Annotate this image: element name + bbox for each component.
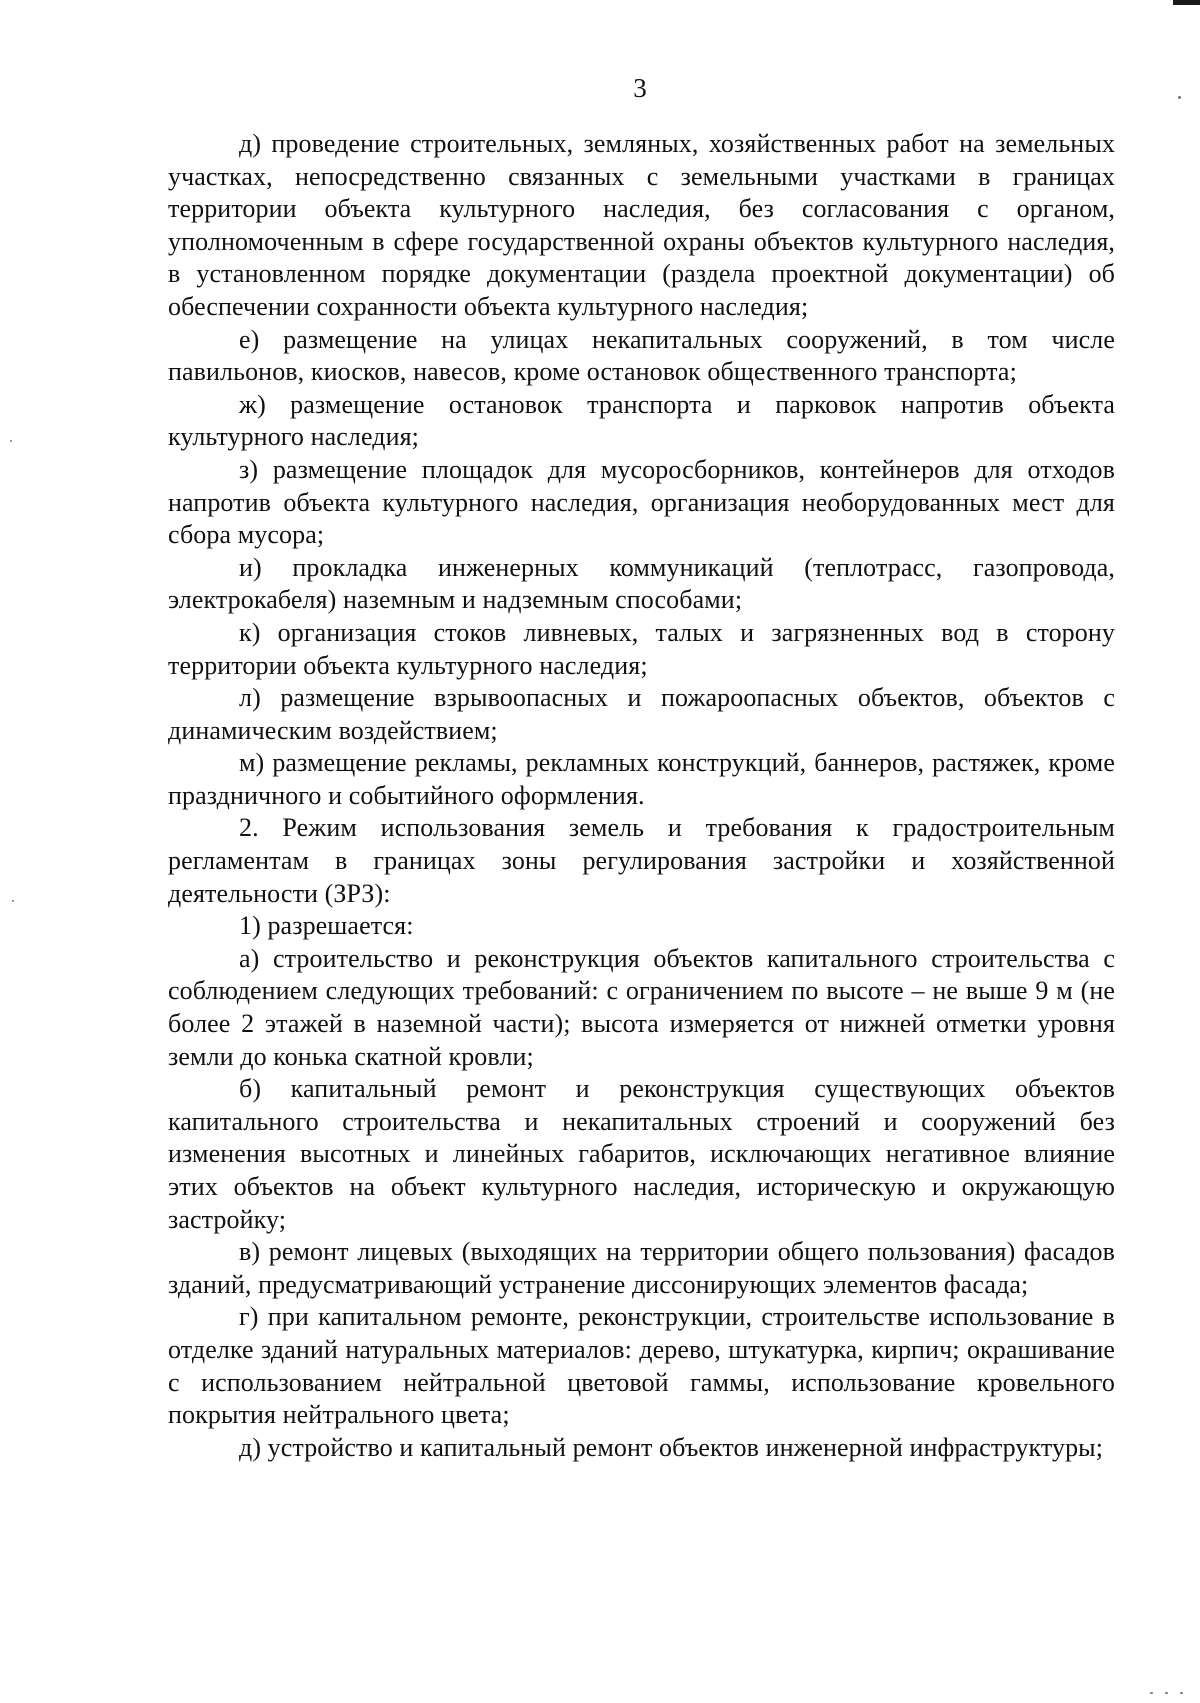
paragraph-item-z-waste-sites: з) размещение площадок для мусоросборников, контейнеров для отходов напротив объекта культурного наследия, организация необорудованных мест для сбора мусора;	[168, 454, 1115, 550]
document-body	[168, 128, 1115, 1464]
scan-speck	[1178, 96, 1181, 99]
scan-speck	[12, 900, 14, 902]
paragraph-item-l-hazardous-objects: л) размещение взрывоопасных и пожароопасных объектов, объектов с динамическим воздействием;	[168, 683, 1115, 745]
paragraph-item-k-water-runoff: к) организация стоков ливневых, талых и загрязненных вод в сторону территории объекта культурного наследия;	[168, 617, 1115, 680]
paragraph-item-i-utility-lines: и) прокладка инженерных коммуникаций (теплотрасс, газопровода, электрокабеля) наземным и надземным способами;	[168, 552, 1115, 615]
paragraph-subsection-1-allowed: 1) разрешается:	[239, 911, 414, 941]
scan-speck	[1165, 1692, 1168, 1694]
page-number: 3	[633, 73, 647, 103]
scan-edge-mark	[1173, 0, 1200, 5]
paragraph-item-g-natural-materials: г) при капитальном ремонте, реконструкции, строительстве использование в отделке зданий натуральных материалов: дерево, штукатурка, кирпич; окрашивание с использованием нейтральной цветовой гаммы, использование кровельного покрытия нейтрального цвета;	[168, 1302, 1115, 1430]
paragraph-item-e-temporary-structures: е) размещение на улицах некапитальных сооружений, в том числе павильонов, киосков, навесов, кроме остановок общественного транспорта;	[168, 324, 1115, 387]
scan-speck	[1150, 1692, 1153, 1694]
paragraph-section-2-zrz-regime: 2. Режим использования земель и требования к градостроительным регламентам в границах зоны регулирования застройки и хозяйственной деятельности (ЗРЗ):	[168, 813, 1115, 908]
paragraph-item-v-facade-repair: в) ремонт лицевых (выходящих на территории общего пользования) фасадов зданий, предусматривающий устранение диссонирующих элементов фасада;	[168, 1237, 1115, 1299]
paragraph-item-d-infrastructure: д) устройство и капитальный ремонт объектов инженерной инфраструктуры;	[239, 1432, 1104, 1462]
paragraph-item-d-construction-works: д) проведение строительных, земляных, хозяйственных работ на земельных участках, непосредственно связанных с земельными участками в границах территории объекта культурного наследия, без согласования с органом, уполномоченным в сфере государственной охраны объектов культурного наследия, в установленном порядке документации (раздела проектной документации) об обеспечении сохранности объекта культурного наследия;	[168, 129, 1115, 321]
paragraph-item-a-construction: а) строительство и реконструкция объектов капитального строительства с соблюдением следующих требований: с ограничением по высоте – не выше 9 м (не более 2 этажей в наземной части); высота измеряется от нижней отметки уровня земли до конька скатной кровли;	[168, 943, 1115, 1071]
paragraph-item-m-advertising: м) размещение рекламы, рекламных конструкций, баннеров, растяжек, кроме праздничного и событийного оформления.	[168, 748, 1115, 810]
paragraph-item-zh-transport-stops: ж) размещение остановок транспорта и парковок напротив объекта культурного наследия;	[168, 389, 1115, 452]
scan-speck	[10, 440, 12, 442]
scan-speck	[1180, 1692, 1183, 1694]
paragraph-item-b-capital-repair: б) капитальный ремонт и реконструкция существующих объектов капитального строительства и некапитальных строений и сооружений без изменения высотных и линейных габаритов, исключающих негативное влияние этих объектов на объект культурного наследия, историческую и окружающую застройку;	[168, 1074, 1115, 1234]
